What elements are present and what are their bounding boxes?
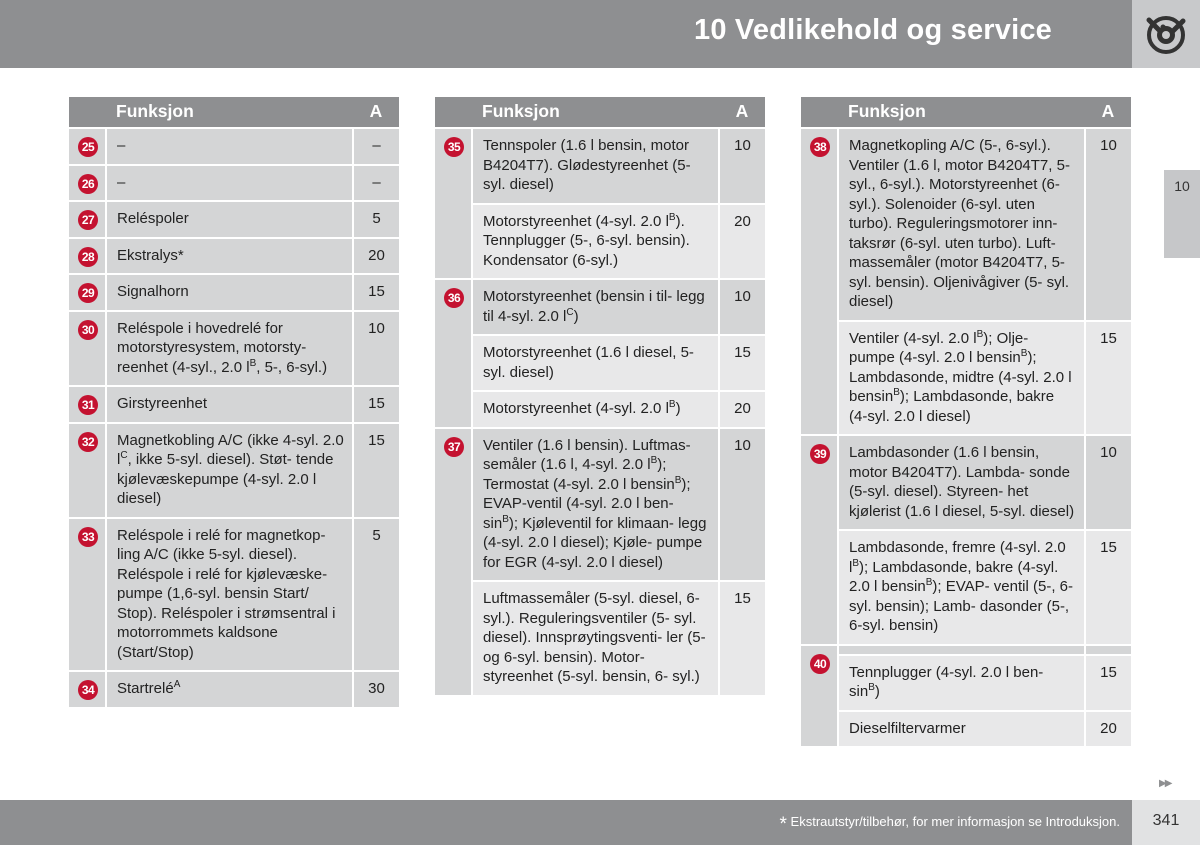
page-number-box — [1132, 800, 1200, 845]
function-cell: Reléspoler — [106, 201, 353, 238]
amp-cell: 15 — [353, 386, 399, 423]
column-spacer — [801, 97, 838, 128]
fuse-number-cell — [69, 671, 106, 708]
wrench-gear-icon — [1143, 14, 1189, 56]
amp-cell: 5 — [353, 518, 399, 672]
column-spacer — [69, 97, 106, 128]
fuse-number-badge: 37 — [444, 437, 464, 457]
function-cell: Magnetkopling A/C (5-, 6-syl.). Ventiler (1.6 l, motor B4204T7, 5-syl., 6-syl.). Motorstyreenhet (6-syl.). Solenoider (6-syl. uten turbo). Reguleringsmotorer inn- taksrør (6-syl. uten turbo). Luft- massemåler (motor B4204T7, 5-syl. bensin). Oljenivågiver (5- syl. diesel) — [838, 128, 1085, 321]
table-row — [801, 655, 1131, 711]
column-spacer — [435, 97, 472, 128]
fuse-number-badge: 27 — [78, 210, 98, 230]
amp-cell: – — [353, 128, 399, 165]
fuse-number-cell — [69, 128, 106, 165]
fuse-number-cell — [801, 128, 838, 435]
function-cell: Motorstyreenhet (4-syl. 2.0 $l^B$). Tennplugger (5-, 6-syl. bensin). Kondensator (6-syl.) — [472, 204, 719, 280]
function-cell: Luftmassemåler (5-syl. diesel, 6-syl.). Reguleringsventiler (5- syl. diesel). Innsprøytingsventi- ler (5- og 6-syl. bensin). Motor- styreenhet (5-syl. bensin, 6- syl.) — [472, 581, 719, 696]
table-row — [801, 128, 1131, 321]
table-row — [435, 204, 765, 280]
table-row — [801, 530, 1131, 645]
column-header-amp: A — [353, 97, 399, 128]
function-cell: – — [106, 165, 353, 202]
amp-cell: 20 — [719, 204, 765, 280]
table-row — [69, 201, 399, 238]
fuse-number-cell — [69, 201, 106, 238]
table-row — [435, 279, 765, 335]
amp-cell: 10 — [719, 428, 765, 582]
column-header-function: Funksjon — [472, 97, 719, 128]
amp-cell: 5 — [353, 201, 399, 238]
page-title: 10 Vedlikehold og service — [694, 14, 1052, 46]
table-row — [69, 518, 399, 672]
fuse-number-badge: 28 — [78, 247, 98, 267]
fuse-number-badge: 38 — [810, 137, 830, 157]
fuse-number-badge: 32 — [78, 432, 98, 452]
amp-cell: 20 — [719, 391, 765, 428]
fuse-number-cell — [69, 274, 106, 311]
amp-cell — [1085, 645, 1131, 655]
amp-cell: 15 — [353, 423, 399, 518]
fuse-number-cell — [435, 128, 472, 279]
fuse-number-cell — [69, 311, 106, 387]
fuse-number-cell — [69, 165, 106, 202]
fuse-table-3 — [801, 97, 1131, 748]
fuse-number-badge: 34 — [78, 680, 98, 700]
table-row — [69, 128, 399, 165]
table-row — [435, 428, 765, 582]
function-cell: Tennplugger (4-syl. 2.0 l ben- $\sin^B$) — [838, 655, 1085, 711]
fuse-number-badge: 31 — [78, 395, 98, 415]
fuse-number-badge: 36 — [444, 288, 464, 308]
amp-cell: 15 — [1085, 321, 1131, 436]
fuse-number-badge: 25 — [78, 137, 98, 157]
amp-cell: 20 — [1085, 711, 1131, 748]
column-header-function: Funksjon — [838, 97, 1085, 128]
fuse-number-badge: 39 — [810, 444, 830, 464]
function-cell: Dieselfiltervarmer — [838, 711, 1085, 748]
table-row — [69, 671, 399, 708]
function-cell: Motorstyreenhet (1.6 l diesel, 5-syl. diesel) — [472, 335, 719, 391]
fuse-table-1 — [69, 97, 399, 709]
amp-cell: 10 — [719, 279, 765, 335]
function-cell: Reléspole i relé for magnetkop- ling A/C (ikke 5-syl. diesel). Reléspole i relé for kjølevæske- pumpe (1,6-syl. bensin Start/ Stop). Reléspoler i strømsentral i motorrommets kaldsone (Start/Stop) — [106, 518, 353, 672]
amp-cell: 15 — [1085, 530, 1131, 645]
fuse-number-cell — [435, 279, 472, 428]
amp-cell: 15 — [719, 581, 765, 696]
table-row — [69, 238, 399, 275]
function-cell: Magnetkobling A/C (ikke 4-syl. 2.0 $l^C$, ikke 5-syl. diesel). Støt- tende kjølevæskepumpe (4-syl. 2.0 l diesel) — [106, 423, 353, 518]
amp-cell: 30 — [353, 671, 399, 708]
fuse-number-badge: 30 — [78, 320, 98, 340]
fuse-number-cell — [801, 435, 838, 645]
function-cell: Motorstyreenhet (4-syl. 2.0 $l^B$) — [472, 391, 719, 428]
fuse-number-badge: 35 — [444, 137, 464, 157]
table-row — [69, 165, 399, 202]
fuse-number-cell — [69, 423, 106, 518]
function-cell: Lambdasonder (1.6 l bensin, motor B4204T7). Lambda- sonde (5-syl. diesel). Styreen- het kjølerist (1.6 l diesel, 5-syl. diesel) — [838, 435, 1085, 530]
function-cell: Girstyreenhet — [106, 386, 353, 423]
footer-asterisk: * — [779, 814, 787, 835]
table-row — [435, 335, 765, 391]
table-row — [435, 581, 765, 696]
function-cell: Motorstyreenhet (bensin i til- legg til 4-syl. 2.0 $l^C$) — [472, 279, 719, 335]
amp-cell: 10 — [353, 311, 399, 387]
table-row — [801, 321, 1131, 436]
fuse-number-badge: 40 — [810, 654, 830, 674]
amp-cell: 15 — [353, 274, 399, 311]
function-cell: Lambdasonde, fremre (4-syl. 2.0 $l^B$); Lambdasonde, bakre (4-syl. 2.0 l bensin$^B$); EVAP- ventil (5-, 6-syl. bensin); Lamb- dasonder (5-, 6-syl. bensin) — [838, 530, 1085, 645]
header-bar — [0, 0, 1132, 68]
fuse-number-cell — [69, 386, 106, 423]
chapter-tab-label: 10 — [1174, 178, 1190, 194]
column-header-amp: A — [719, 97, 765, 128]
fuse-number-cell — [801, 645, 838, 748]
function-cell: Reléspole i hovedrelé for motorstyresystem, motorsty- reenhet (4-syl., 2.0 $l^B$, 5-, 6-syl.) — [106, 311, 353, 387]
fuse-number-badge: 33 — [78, 527, 98, 547]
function-cell: – — [106, 128, 353, 165]
footer-note — [780, 814, 1121, 836]
continue-arrow-icon: ▶▶ — [1159, 778, 1171, 789]
fuse-number-badge: 29 — [78, 283, 98, 303]
function-cell: Ventiler (4-syl. 2.0 $l^B$); Olje- pumpe (4-syl. 2.0 l bensin$^B$); Lambdasonde, midtre (4-syl. 2.0 l bensin$^B$); Lambdasonde, bakre (4-syl. 2.0 l diesel) — [838, 321, 1085, 436]
table-row — [69, 386, 399, 423]
function-cell: Ventiler (1.6 l bensin). Luftmas- semåler (1.6 l, 4-syl. 2.0 $l^B$); Termostat (4-syl. 2.0 l bensin$^B$); EVAP-ventil (4-syl. 2.0 l ben- $\sin^B$); Kjøleventil for klimaan- legg (4-syl. 2.0 l diesel); Kjøle- pumpe for EGR (4-syl. 2.0 l diesel) — [472, 428, 719, 582]
amp-cell: 20 — [353, 238, 399, 275]
fuse-number-cell — [435, 428, 472, 696]
function-cell: Ekstralys* — [106, 238, 353, 275]
function-cell: Tennspoler (1.6 l bensin, motor B4204T7). Glødestyreenhet (5- syl. diesel) — [472, 128, 719, 204]
amp-cell: 10 — [1085, 435, 1131, 530]
footer-bar — [0, 800, 1132, 845]
function-cell: Signalhorn — [106, 274, 353, 311]
fuse-number-cell — [69, 238, 106, 275]
fuse-number-badge: 26 — [78, 174, 98, 194]
table-row — [801, 711, 1131, 748]
amp-cell: – — [353, 165, 399, 202]
function-cell — [838, 645, 1085, 655]
table-row — [801, 645, 1131, 655]
chapter-tab[interactable] — [1164, 170, 1200, 258]
chapter-icon-box — [1132, 0, 1200, 68]
amp-cell: 10 — [719, 128, 765, 204]
amp-cell: 10 — [1085, 128, 1131, 321]
table-row — [69, 274, 399, 311]
table-row — [801, 435, 1131, 530]
amp-cell: 15 — [719, 335, 765, 391]
column-header-amp: A — [1085, 97, 1131, 128]
function-cell: Startrelé$^A$ — [106, 671, 353, 708]
table-row — [435, 128, 765, 204]
table-row — [69, 423, 399, 518]
fuse-number-cell — [69, 518, 106, 672]
table-row — [69, 311, 399, 387]
table-row — [435, 391, 765, 428]
fuse-table-2 — [435, 97, 765, 697]
page-number: 341 — [1152, 812, 1180, 829]
column-header-function: Funksjon — [106, 97, 353, 128]
footer-note-text: Ekstrautstyr/tilbehør, for mer informasjon se Introduksjon. — [790, 814, 1120, 829]
amp-cell: 15 — [1085, 655, 1131, 711]
